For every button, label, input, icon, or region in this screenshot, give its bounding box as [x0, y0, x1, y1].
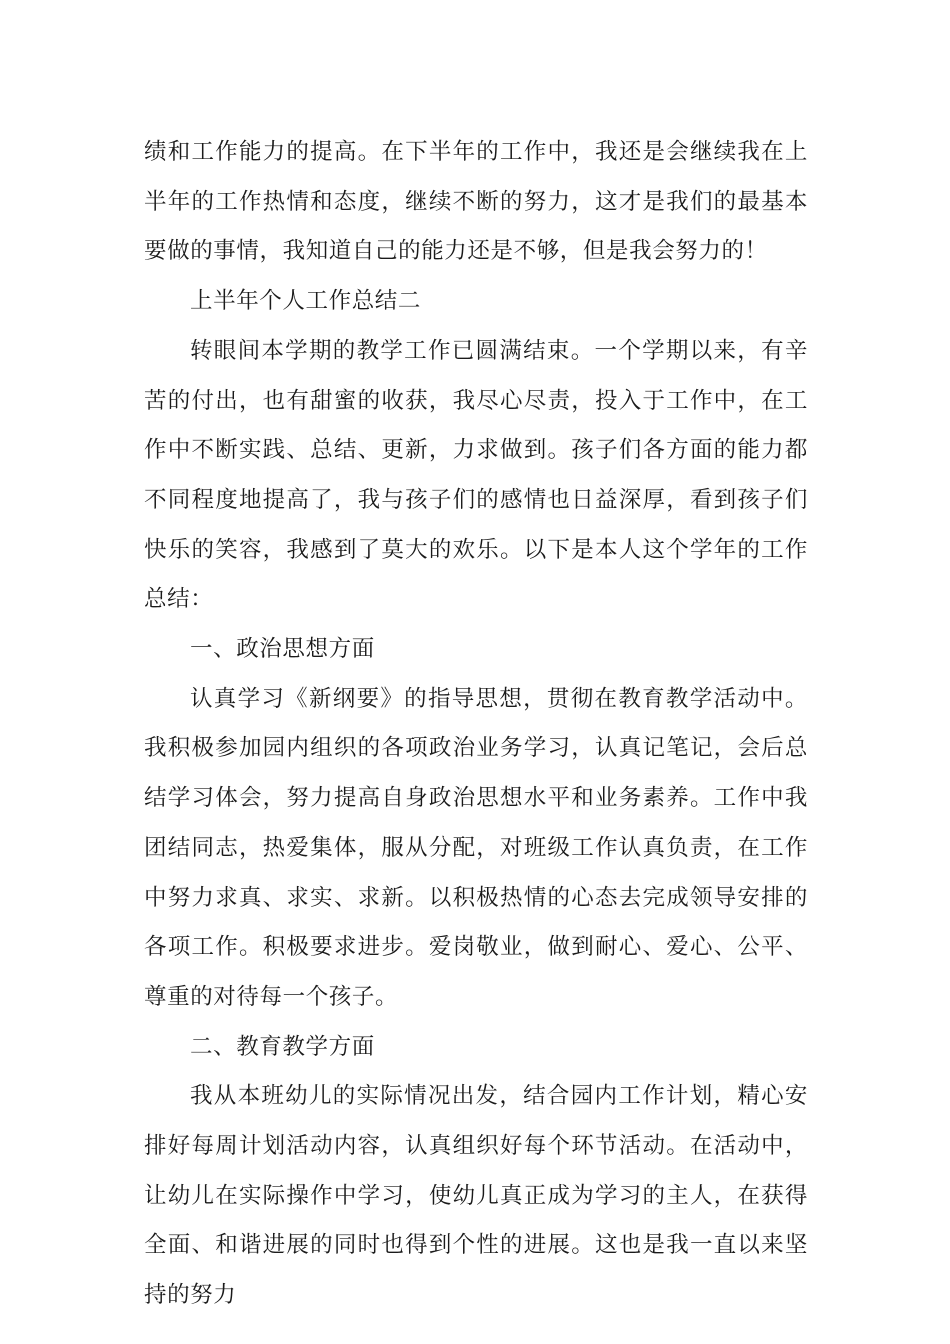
- paragraph-continuation: 绩和工作能力的提高。在下半年的工作中，我还是会继续我在上半年的工作热情和态度，继续不断的努力，这才是我们的最基本要做的事情，我知道自己的能力还是不够，但是我会努力的！: [144, 139, 808, 265]
- document-body: [144, 128, 808, 1321]
- section-heading-political: 一、政治思想方面: [190, 636, 375, 663]
- section-heading-teaching: 二、教育教学方面: [190, 1033, 375, 1060]
- paragraph-political: 认真学习《新纲要》的指导思想，贯彻在教育教学活动中。我积极参加园内组织的各项政治业务学习，认真记笔记，会后总结学习体会，努力提高自身政治思想水平和业务素养。工作中我团结同志，热爱集体，服从分配，对班级工作认真负责，在工作中努力求真、求实、求新。以积极热情的心态去完成领导安排的各项工作。积极要求进步。爱岗敬业，做到耐心、爱心、公平、尊重的对待每一个孩子。: [144, 685, 808, 1010]
- paragraph-intro: 转眼间本学期的教学工作已圆满结束。一个学期以来，有辛苦的付出，也有甜蜜的收获，我尽心尽责，投入于工作中，在工作中不断实践、总结、更新，力求做到。孩子们各方面的能力都不同程度地提高了，我与孩子们的感情也日益深厚，看到孩子们快乐的笑容，我感到了莫大的欢乐。以下是本人这个学年的工作总结：: [144, 337, 808, 613]
- section-title-summary-two: 上半年个人工作总结二: [190, 288, 422, 315]
- paragraph-teaching: 我从本班幼儿的实际情况出发，结合园内工作计划，精心安排好每周计划活动内容，认真组织好每个环节活动。在活动中，让幼儿在实际操作中学习，使幼儿真正成为学习的主人，在获得全面、和谐进展的同时也得到个性的进展。这也是我一直以来坚持的努力: [144, 1083, 808, 1309]
